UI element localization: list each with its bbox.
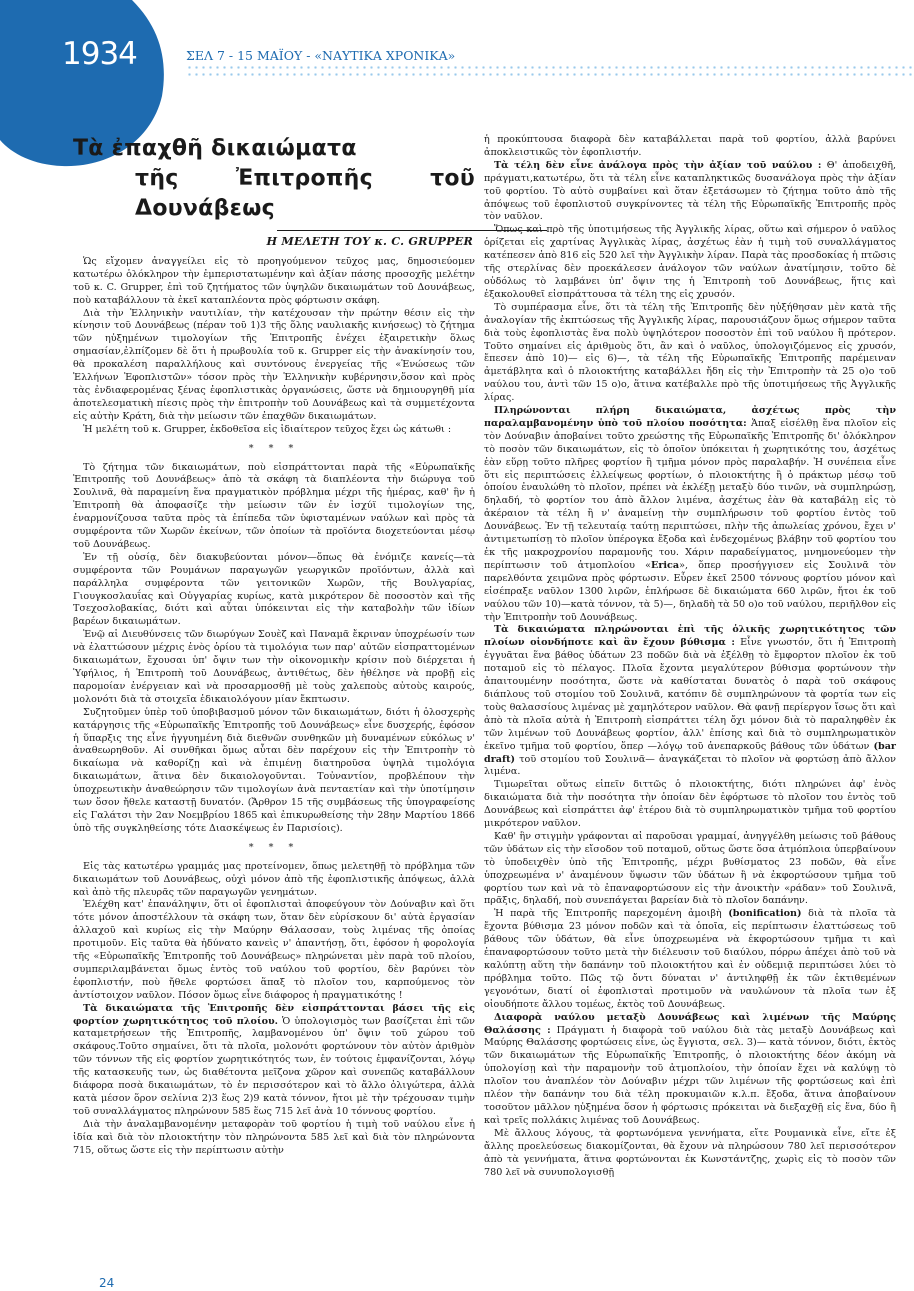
paragraph: ἡ προκύπτουσα διαφορὰ δὲν καταβάλλεται παρὰ τοῦ φορτίου, ἀλλὰ βαρύνει ἀποκλειστικῶς τὸν ἐφοπλιστήν. <box>484 134 896 158</box>
paragraph: Τιμωρεῖται οὕτως εἰπεῖν διττῶς ὁ πλοιοκτήτης, διότι πληρώνει ἀφ' ἑνὸς δικαιώματα διὰ τὴν ποσότητα τὴν ὁποίαν δὲν ἐφόρτωσε τὸ πλοῖον του ἐντὸς τοῦ Δουνάβεως καὶ εἰσπράττει ἀφ' ἑτέρου διὰ τὸ συμπληρωματικὸν τμῆμα τοῦ φορτίου μικρότερον ναῦλον. <box>484 779 896 830</box>
article-byline: Η ΜΕΛΕΤΗ ΤΟΥ κ. C. GRUPPER <box>266 234 473 248</box>
paragraph: Διὰ τὴν Ἑλληνικὴν ναυτιλίαν, τὴν κατέχουσαν τὴν πρώτην θέσιν εἰς τὴν κίνησιν τοῦ Δουνάβεως (πέραν τοῦ 1)3 τῆς ὅλης ναυλιακῆς κινήσεως) τὸ ζήτημα τῶν ηὐξημένων τιμολογίων τῆς Ἐπιτροπῆς ἐνέχει ἐξαιρετικὴν ὅλως σημασίαν,ἐλπίζομεν δὲ ὅτι ἡ πρωβουλία τοῦ κ. Grupper εἰς τὴν ἀνακίνησίν του, θὰ προκαλέση παραλλήλους καὶ συντόνους ἐνεργείας τῆς «Ἑνώσεως τῶν Ἑλλήνων Ἐφοπλιστῶν» τόσον πρὸς τὴν Ἑλληνικὴν κυβέρνησιν,ὅσον καὶ πρὸς τὰς ἐνδιαφερομένας ξένας ἐφοπλιστικὰς ὀργανώσεις, ὥστε νὰ δημιουργηθῆ μία ἀποτελεσματικὴ πίεσις πρὸς τὴν ἐπιτροπὴν τοῦ Δουνάβεως καὶ τὰ συμμετέχοντα εἰς αὐτὴν Κράτη, διὰ τὴν μείωσιν τῶν ἐπαχθῶν δικαιωμάτων. <box>73 307 475 422</box>
subheading: Τὰ δικαιώματα τῆς Ἐπιτροπῆς δὲν εἰσπράττονται βάσει τῆς εἰς φορτίον χωρητικότητος τοῦ πλοίου. <box>73 1002 475 1027</box>
issue-year: 1934 <box>62 36 137 72</box>
article-title-line1: Τὰ ἐπαχθῆ δικαιώματα <box>73 136 357 161</box>
paragraph: Πληρώνονται πλήρη δικαιώματα, ἀσχέτως πρὸς τὴν παραλαμβανομένην ὑπὸ τοῦ πλοίου ποσότητα: Ἁπαξ εἰσέλθῃ ἕνα πλοῖον εἰς τὸν Δούναβιν ἀποβαίνει τοῦτο χρεώστης τῆς Εὐρωπαϊκῆς Ἐπιτροπῆς δι' ὁλόκληρον τὸ ποσὸν τῶν δικαιωμάτων, εἰς τὸ ὁποῖον ὑπόκειται ἡ χωρητικότης του, ἀσχέτως ἐὰν εὕρῃ τοῦτο πλῆρες φορτίον ἢ τμῆμα μόνον πρὸς παραλαβήν. Ἡ συνέπεια εἶνε ὅτι εἰς περιπτώσεις ἐλλείψεως φορτίων, ὁ πλοιοκτήτης ἢ ὁ πράκτωρ μέσῳ τοῦ ὁποίου ἐναυλώθη τὸ πλοῖον, πρέπει νὰ ἐκλέξῃ μεταξὺ δύο τινῶν, νὰ συμπληρώσῃ, δηλαδή, τὸ φορτίον του ἀπὸ ἄλλον λιμένα, ἀσχέτως ἐὰν θὰ καταβάλῃ εἰς τὸ ἀκέραιον τὰ τέλη ἢ ν' ἀναμείνῃ τὴν συμπλήρωσιν τοῦ φορτίου ἐντὸς τοῦ Δουνάβεως. Ἐν τῇ τελευταίᾳ ταύτῃ περιπτώσει, πλὴν τῆς ἀπωλείας χρόνου, ἔχει ν' ἀντιμετωπίσῃ τὸ πλοῖον ὑπέρογκα ἔξοδα καὶ ἐνδεχομένως βλάβην τοῦ φορτίου του ἐκ τῆς μακροχρονίου παραμονῆς του. Χάριν παραδείγματος, μνημονεύομεν τὴν περίπτωσιν τοῦ ἀτμοπλοίου «Erica», ὅπερ προσήγγισεν εἰς Σουλινᾶ τὸν παρελθόντα χειμῶνα πρὸς φόρτωσιν. Εὗρεν ἐκεῖ 2500 τόννους φορτίου μόνον καὶ εἰσέπραξε ναῦλον 1300 λιρῶν, ἐπλήρωσε δὲ δικαιώματα 660 λιρῶν, ἤτοι ἐκ τοῦ ναύλου τῶν 10)—κατὰ τόννον, τὰ 5)—, δηλαδὴ τὰ 50 ο)ο τοῦ ναύλου, περιῆλθον εἰς τὴν Ἐπιτροπὴν τοῦ Δουνάβεως. <box>484 405 897 623</box>
article-column-left <box>73 134 475 1158</box>
paragraph: Ἐνῷ αἱ Διευθύνσεις τῶν διωρύγων Σουὲζ καὶ Παναμᾶ ἔκριναν ὑποχρέωσίν των νὰ ἐλαττώσουν μέχρις ἑνὸς ὁρίου τὰ τιμολόγια των παρ' αὐτῶν εἰσπραττομένων δικαιωμάτων, ἔχουσαι ὑπ' ὄψιν των τὴν οἰκονομικὴν κρίσιν ποὺ διέρχεται ἡ Ὑφήλιος, ἡ Ἐπιτροπὴ τοῦ Δουνάβεως, ἀντιθέτως, δὲν ἠθέλησε νὰ προβῇ εἰς παρομοίαν ἐνέργειαν καὶ νὰ προσαρμοσθῇ μὲ τοὺς χαλεποὺς αὐτοὺς καιρούς, μολονότι διὰ τὰ στοιχεῖα ἐδικαιολόγουν μίαν ἔκπτωσιν. <box>73 629 475 705</box>
page-number: 24 <box>99 1276 115 1290</box>
paragraph: Ἐλέχθη κατ' ἐπανάληψιν, ὅτι οἱ ἐφοπλισταὶ ἀποφεύγουν τὸν Δούναβιν καὶ ὅτι τότε μόνον ἀποστέλλουν τὰ σκάφη των, ὅταν δὲν εὑρίσκουν δι' αὐτὰ ἐργασίαν ἀλλαχοῦ καὶ κυρίως εἰς τὴν Μαύρην Θάλασσαν, τοὺς λιμένας τῆς ὁποίας προτιμοῦν. Εἰς ταῦτα θὰ ἠδύνατο κανεὶς ν' ἀπαντήσῃ, ὅτι, ἐφόσον ἡ φορολογία τῆς «Εὐρωπαϊκῆς Ἐπιτροπῆς τοῦ Δουνάβεως» πληρώνεται μὲν παρὰ τοῦ πλοίου, συμπεριλαμβάνεται ὅμως ἐντὸς τοῦ ναύλου τοῦ φορτίου, δὲν βαρύνει τὸν ἐφοπλιστήν, ποὺ ἤθελε φορτώσει ἅπαξ τὸ πλοῖον του, καρπούμενος τὸν ἀντίστοιχον ναῦλον. Πόσον ὅμως εἶνε διάφορος ἡ πραγματικότης ! <box>73 899 475 1001</box>
paragraph: Τὸ συμπέρασμα εἶνε, ὅτι τὰ τέλη τῆς Ἐπιτροπῆς δὲν ηὐξήθησαν μὲν κατὰ τῆς ἀναλογίαν τῆς ἐκπτώσεως τῆς Ἀγγλικῆς λίρας, παρουσιάζουν ὅμως σήμερον ταῦτα διὰ τοὺς ἐφοπλιστὰς ἕνα πολὺ ὑψηλότερον ποσοστὸν ἐπὶ τοῦ ναύλου ἢ πρότερον. Τοῦτο σημαίνει εἰς ἀριθμοὺς ὅτι, ἂν καὶ ὁ ναῦλος, ὑπολογιζόμενος εἰς χρυσόν, ἔπεσεν ἀπὸ 10)— εἰς 6)—, τὰ τέλη τῆς Εὐρωπαϊκῆς Ἐπιτροπῆς παρέμειναν ἀμετάβλητα καὶ ὁ πλοιοκτήτης καταβάλλει ἤδη εἰς τὴν Ἐπιτροπὴν τὰ 25 ο)ο τοῦ ναύλου του, ἀντὶ τῶν 15 ο)ο, ἅτινα κατέβαλλε πρὸ τῆς ὑποτιμήσεως τῆς Ἀγγλικῆς λίρας. <box>484 301 896 404</box>
subheading: Τὰ δικαιώματα πληρώνονται ἐπὶ τῆς ὁλικῆς χωρητικότητος τῶν πλοίων οἱονδήποτε καὶ ἂν ἔχουν βύθισμα : <box>484 624 896 649</box>
paragraph: Τὰ δικαιώματα τῆς Ἐπιτροπῆς δὲν εἰσπράττονται βάσει τῆς εἰς φορτίον χωρητικότητος τοῦ πλοίου. Ὁ ὑπολογισμὸς των βασίζεται ἐπὶ τῶν καταμετρήσεων τῆς Ἐπιτροπῆς, λαμβανομένου ὑπ' ὄψιν τοῦ χώρου τοῦ σκάφους.Τοῦτο σημαίνει, ὅτι τὰ πλοῖα, μολονότι φορτώνουν τὸν αὐτὸν ἀριθμὸν τῶν τόννων τῆς εἰς φορτίον χωρητικότητός των, ἐν τούτοις ἐμφανίζονται, λόγῳ τῆς κατασκευῆς των, ὡς διαθέτοντα μεῖζονα χῶρον καὶ συνεπῶς καταβάλλουν διάφορα ποσὰ δικαιωμάτων, τὸ ἐν περισσότερον καὶ τὸ ἄλλο ὀλιγώτερα, ἀλλὰ κατὰ μέσον ὅρον σελίνια 2)3 ἕως 2)9 κατὰ τόννον, ἤτοι μὲ τὴν τρέχουσαν τιμὴν τοῦ συναλλάγματος πληρώνουν 585 ἕως 715 λεῖ ἀνὰ 10 τόννους φορτίου. <box>73 1002 475 1117</box>
paragraph: Διαφορὰ ναύλου μεταξὺ Δουνάβεως καὶ λιμένων τῆς Μαύρης Θαλάσσης : Πράγματι ἡ διαφορὰ τοῦ ναύλου διὰ τὰς μεταξὺ Δουνάβεως καὶ Μαύρης Θαλάσσης φορτώσεις εἶνε, ὡς ἔγγιστα, σελ. 3)— κατὰ τόννον, διότι, ἐκτὸς τῶν δικαιωμάτων τῆς Εὐρωπαϊκῆς Ἐπιτροπῆς, ὁ πλοιοκτήτης δέον ἀκόμη νὰ ὑπολογίσῃ καὶ τὴν παραμονὴν τοῦ ἀτμοπλοίου, τὴν ὁποίαν ἔχει νὰ καλύψῃ τὸ πλοῖον του ἀναπλέον τὸν Δούναβιν μέχρι τῶν λιμένων τῆς φορτώσεως καὶ ἐπὶ πλέον τὴν δαπάνην του διὰ τέλη προκυμαιῶν κ.λ.π. ἔξοδα, ἅτινα ἀποβαίνουν τοσοῦτον μᾶλλον ηὐξημένα ὅσον ἡ φόρτωσις πρόκειται νὰ διεξαχθῇ εἰς ἕνα, δύο ἢ καὶ τρεῖς πολλάκις λιμένας τοῦ Δουνάβεως. <box>484 1011 897 1126</box>
paragraph: Μὲ ἄλλους λόγους, τὰ φορτωνόμενα γεννήματα, εἴτε Ρουμανικὰ εἶνε, εἴτε ἐξ ἄλλης προελεύσεως διακομίζονται, θὰ ἔχουν νὰ πληρώσουν 780 λεῖ περισσότερον ἀπὸ τὰ γεννήματα, ἅτινα φορτώνονται ἐκ Κωνστάντζης, χωρὶς εἰς τὸ ποσὸν τῶν 780 λεῖ νὰ συνυπολογισθῇ <box>484 1127 896 1178</box>
header-dot-pattern <box>186 64 912 80</box>
paragraph: Ἡ μελέτη τοῦ κ. Grupper, ἐκδοθεῖσα εἰς ἰδιαίτερον τεῦχος ἔχει ὡς κάτωθι : <box>83 423 452 435</box>
paragraph: Καθ' ἣν στιγμὴν γράφονται αἱ παροῦσαι γραμμαί, ἀνηγγέλθη μείωσις τοῦ βάθους τῶν ὑδάτων εἰς τὴν εἴσοδον τοῦ ποταμοῦ, οὕτως ὥστε ὅσα ἀτμόπλοια ὑπερβαίνουν τὸ ὑποδειχθὲν ὑπὸ τῆς Ἐπιτροπῆς, μέχρι βυθίσματος 23 ποδῶν, θὰ εἶνε ὑποχρεωμένα ν' ἀναμένουν ὕψωσιν τῶν ὑδάτων ἢ νὰ ἐκφορτώσουν τμῆμα τοῦ φορτίου των καὶ νὰ τὸ ἐπαναφορτώσουν εἰς τὴν ἀνοικτὴν «ράδαν» τοῦ Σουλινᾶ, πρᾶξις, δηλαδή, ποὺ συνεπάγεται βαρείαν διὰ τὸ πλοῖον δαπάνην. <box>484 830 896 907</box>
section-separator: * * * <box>248 442 300 454</box>
article-column-right <box>484 134 896 1179</box>
paragraph: Εἰς τὰς κατωτέρω γραμμάς μας προτείνομεν, ὅπως μελετηθῇ τὸ πρόβλημα τῶν δικαιωμάτων τοῦ Δουνάβεως, οὐχὶ μόνον ἀπὸ τῆς ἐφοπλιστικῆς ἀπόψεως, ἀλλὰ καὶ ἀπὸ τῆς πλευρᾶς τῶν παραγωγῶν γενημάτων. <box>73 860 475 898</box>
term-bar-draft: (bar draft) <box>484 740 896 765</box>
paragraph: Ἡ παρὰ τῆς Ἐπιτροπῆς παρεχομένη ἀμοιβὴ (bonification) διὰ τὰ πλοῖα τὰ ἔχοντα βύθισμα 23 μόνον ποδῶν καὶ τὰ ὁποῖα, εἰς περίπτωσιν ἐλαττώσεως τοῦ βάθους τῶν ὑδάτων, θὰ εἶνε ὑποχρεωμένα νὰ ἐκφορτώσουν τμῆμα τι καὶ ἐπαναφορτώσουν τοῦτο μετὰ τὴν διέλευσιν τοῦ διαύλου, πόρρω ἀπέχει ἀπὸ τοῦ νὰ καλύπτῃ αὕτη τὴν δαπάνην τοῦ πλοιοκτήτου καὶ ἐν οὐδεμιᾷ περιπτώσει λύει τὸ πρόβλημα τοῦτο. Πῶς τῷ ὄντι δύναται ν' ἀντιληφθῇ ἐκ τῶν ἐκτιθεμένων γεγονότων, διατί οἱ ἐφοπλισταὶ προτιμοῦν νὰ ναυλώνουν τὰ πλοῖα των ἐξ οἱουδήποτε ἄλλου τομέως, ἐκτὸς τοῦ Δουνάβεως. <box>484 908 896 1010</box>
subheading: Διαφορὰ ναύλου μεταξὺ Δουνάβεως καὶ λιμένων τῆς Μαύρης Θαλάσσης : <box>484 1011 896 1036</box>
paragraph: Ἐν τῇ οὐσίᾳ, δὲν διακυβεύονται μόνον—ὅπως θὰ ἐνόμιζε κανείς—τὰ συμφέροντα τῶν Ρουμάνων παραγωγῶν γεωργικῶν προϊόντων, ἀλλὰ καὶ παράλληλα συμφέροντα τῶν γειτονικῶν Χωρῶν, τῆς Βουλγαρίας, Γιουγκοσλαυΐας καὶ Οὑγγαρίας κυρίως, κατὰ μικρότερον δὲ ποσοστὸν καὶ τῆς Τσεχοσλοβακίας, διότι καὶ αὗται ὑπόκεινται εἰς τὴν καταβολὴν τῶν ἰδίων βαρέων δικαιωμάτων. <box>73 551 475 628</box>
term-bonification: (bonification) <box>728 908 802 920</box>
paragraph: Ὡς εἴχομεν ἀναγγείλει εἰς τὸ προηγούμενον τεῦχος μας, δημοσιεύομεν κατωτέρω ὁλόκληρον τὴν ἐμπεριστατωμένην καὶ ἀξίαν πάσης προσοχῆς μελέτην τοῦ κ. C. Grupper, ἐπὶ τοῦ ζητήματος τῶν ὑψηλῶν δικαιωμάτων τοῦ Δουνάβεως, ποὺ καταβάλλουν τὰ ἐκεῖ καταπλέοντα πρὸς φόρτωσιν σκάφη. <box>73 255 475 306</box>
subheading: Τὰ τέλη δὲν εἶνε ἀνάλογα πρὸς τὴν ἀξίαν τοῦ ναύλου : <box>494 159 822 171</box>
issue-header: ΣΕΛ 7 - 15 ΜΑΪΟΥ - «ΝΑΥΤΙΚΑ ΧΡΟΝΙΚΑ» <box>186 48 456 63</box>
paragraph: Συζητοῦμεν ὑπὲρ τοῦ ὑποβιβασμοῦ μόνον τῶν δικαιωμάτων, διότι ἡ ὁλοσχερὴς κατάργησις τῆς «Εὐρωπαϊκῆς Ἐπιτροπῆς τοῦ Δουνάβεως» εἶνε δυσχερής, ἐφόσον ἡ ὕπαρξις της εἶνε ἠγγυημένη διὰ διεθνῶν συνθηκῶν μὴ δυναμένων εὐκόλως ν' ἀναθεωρηθοῦν. Αἱ συνθῆκαι ὅμως αὗται δὲν παρέχουν εἰς τὴν Ἐπιτροπὴν τὸ δικαίωμα νὰ καθορίζῃ καὶ νὰ ἐπιμένῃ διατηροῦσα ὑψηλὰ τιμολόγια δικαιωμάτων, ἅτινα δὲν δικαιολογοῦνται. Τοὐναντίον, προβλέπουν τὴν ὑποχρεωτικὴν ἀναθεώρησιν τῶν τιμολογίων ἀνὰ πενταετίαν καὶ τὴν ὑποτίμησιν των ὅσον ἤθελε καταστῇ δυνατόν. (Ἄρθρον 15 τῆς συμβάσεως τῆς ὑπογραφείσης εἰς Γαλάτσι τὴν 2αν Νοεμβρίου 1865 καὶ ἐπικυρωθείσης τὴν 28ην Μαρτίου 1866 ὑπὸ τῆς συγκληθείσης τότε Διασκέψεως ἐν Παρισίοις). <box>73 706 475 834</box>
ship-name: Erica <box>651 559 680 571</box>
subheading: Πληρώνονται πλήρη δικαιώματα, ἀσχέτως πρὸς τὴν παραλαμβανομένην ὑπὸ τοῦ πλοίου ποσότητα: <box>484 405 896 429</box>
article-title-line2: τῆς Ἐπιτροπῆς τοῦ Δουνάβεως <box>135 166 475 221</box>
paragraph: Τὸ ζήτημα τῶν δικαιωμάτων, ποὺ εἰσπράττονται παρὰ τῆς «Εὐρωπαϊκῆς Ἐπιτροπῆς τοῦ Δουνάβεως» ἀπὸ τὰ σκάφη τὰ διαπλέοντα τὴν διώρυγα τοῦ Σουλινᾶ, θὰ παραμείνη ἕνα πραγματικὸν πρόβλημα μέχρι τῆς ἡμέρας, καθ' ἣν ἡ Ἐπιτροπὴ θὰ ἀποφασίζε τὴν μείωσιν τῶν ἐν ἰσχύϊ τιμολογίων της, ἐναρμονίζουσα ταῦτα πρὸς τὰ ἐπίπεδα τῶν ὑφισταμένων ναύλων καὶ πρὸς τὰ συμφέροντα τῶν Χωρῶν ἐκείνων, τῶν ὁποίων τὰ προϊόντα διοχετεύονται μέσῳ τοῦ Δουνάβεως. <box>73 461 475 550</box>
paragraph: Ὅπως καὶ πρὸ τῆς ὑποτιμήσεως τῆς Ἀγγλικῆς λίρας, οὕτω καὶ σήμερον ὁ ναῦλος ὁρίζεται εἰς χαρτίνας Ἀγγλικὰς λίρας, ἀσχέτως ἐὰν ἡ τιμὴ τοῦ συναλλάγματος κατέπεσεν ἀπὸ 816 εἰς 520 λεῖ τὴν Ἀγγλικὴν λίραν. Παρὰ τὰς προσδοκίας ἡ πτῶσις τῆς στερλίνας δὲν προεκάλεσεν ἀνάλογον τῶν ναύλων ἀνατίμησιν, τοῦτο δὲ οὐδόλως τὸ λαμβάνει ὑπ' ὄψιν της ἡ Ἐπιτροπὴ τοῦ Δουνάβεως, ἥτις καὶ ἐξακολουθεῖ εἰσπράττουσα τὰ τέλη της εἰς χρυσόν. <box>484 224 896 300</box>
paragraph: Τὰ δικαιώματα πληρώνονται ἐπὶ τῆς ὁλικῆς χωρητικότητος τῶν πλοίων οἱονδήποτε καὶ ἂν ἔχουν βύθισμα : Εἶνε γνωστόν, ὅτι ἡ Ἐπιτροπὴ ἐγγυᾶται ἕνα βάθος ὑδάτων 23 ποδῶν διὰ νὰ ἐξέλθῃ τὸ ἔμφορτον πλοῖον ἐκ τοῦ ποταμοῦ εἰς τὸ πέλαγος. Πλοῖα ἔχοντα μεγαλύτερον βύθισμα φορτώνουν τὴν ἀπαιτουμένην ποσότητα, ὥστε νὰ καθίσταται δυνατὸς ὁ παρὰ τοῦ σκάφους διάπλους τοῦ στομίου τοῦ Σουλινᾶ, κατόπιν δὲ συμπληρώνουν τὰ φορτία των εἰς τοὺς θαλασσίους λιμένας μὲ χαμηλότερον ναῦλον. Θὰ φανῇ περίεργον ἴσως ὅτι καὶ ἀπὸ τὰ πλοῖα αὐτὰ ἡ Ἐπιτροπὴ εἰσπράττει τέλη ὄχι μόνον διὰ τὸ παραληφθὲν ἐκ τῶν λιμένων τοῦ Δουνάβεως φορτίον, ἀλλ' ἐπίσης καὶ διὰ τὸ συμπληρωματικὸν ἐκεῖνο τμῆμα τοῦ φορτίου, ὅπερ —λόγῳ τοῦ ἀνεπαρκοῦς βάθους τῶν ὑδάτων (bar draft) τοῦ στομίου τοῦ Σουλινᾶ— ἀναγκάζεται τὸ πλοῖον νὰ φορτώσῃ ἀπὸ ἄλλον λιμένα. <box>484 624 896 778</box>
paragraph: Διὰ τὴν ἀναλαμβανομένην μεταφορὰν τοῦ φορτίου ἡ τιμὴ τοῦ ναύλου εἶνε ἡ ἰδία καὶ διὰ τὸν πλοιοκτήτην τὸν πληρώνοντα 585 λεῖ καὶ διὰ τὸν πληρώνοντα 715, οὕτως ὥστε εἰς τὴν περίπτωσιν αὐτὴν <box>73 1118 475 1156</box>
paragraph: Τὰ τέλη δὲν εἶνε ἀνάλογα πρὸς τὴν ἀξίαν τοῦ ναύλου : Θ' ἀποδειχθῆ, πράγματι,κατωτέρω, ὅτι τὰ τέλη εἶνε καταπληκτικῶς δυσανάλογα πρὸς τὴν ἀξίαν τοῦ φορτίου. Τὸ αὐτὸ συμβαίνει καὶ ὅταν ἐξετάσωμεν τὸ ζήτημα τοῦτο ἀπὸ τῆς ἀπόψεως τοῦ ἐφοπλιστοῦ συγκρίνοντες τὰ τέλη τῆς Εὐρωπαϊκῆς Ἐπιτροπῆς πρὸς τὸν ναῦλον. <box>484 159 896 223</box>
section-separator: * * * <box>248 841 300 853</box>
